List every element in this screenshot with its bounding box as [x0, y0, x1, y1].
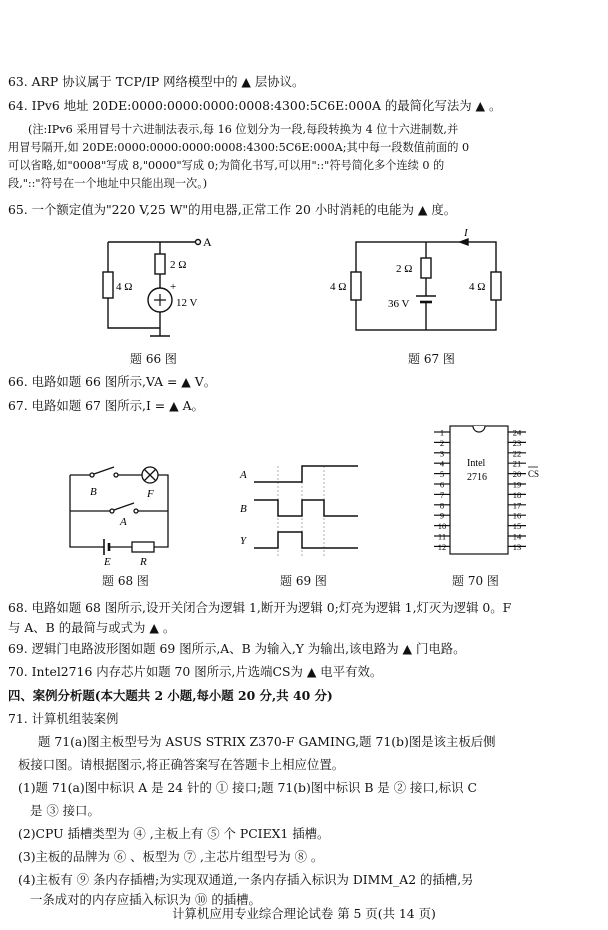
question-64: 64. IPv6 地址 20DE:0000:0000:0000:0008:4300:5C6E:000A 的最简化写法为 ▲ 。	[8, 98, 502, 113]
question-71-part2: (2)CPU 插槽类型为 ④ ,主板上有 ⑤ 个 PCIEX1 插槽。	[18, 826, 330, 841]
fig67-source-label: 36 V	[388, 298, 410, 310]
chip-pin-number: 22	[512, 448, 522, 459]
fig66-node-label: A	[203, 235, 212, 249]
chip-pin-number: 3	[439, 448, 445, 459]
question-71-intro-cont: 板接口图。请根据图示,将正确答案写在答题卡上相应位置。	[18, 757, 345, 772]
question-64-note: 用冒号隔开,如 20DE:0000:0000:0000:0008:4300:5C6E:000A;其中每一段数值前面的 0	[8, 141, 470, 154]
page-footer: 计算机应用专业综合理论试卷 第 5 页(共 14 页)	[172, 906, 436, 921]
fig69-signal-a-label: A	[240, 469, 247, 481]
chip-pin-number: 12	[437, 541, 447, 552]
question-70: 70. Intel2716 内存芯片如题 70 图所示,片选端CS为 ▲ 电平有效。	[8, 664, 383, 679]
chip-pin-number: 8	[439, 500, 445, 511]
question-67: 67. 电路如题 67 图所示,I = ▲ A。	[8, 398, 204, 413]
figure-68-caption: 题 68 图	[102, 574, 149, 588]
chip-pin-number: 20	[512, 469, 522, 480]
chip-pin-number: 17	[512, 500, 522, 511]
chip-pin-number: 1	[439, 427, 445, 438]
figure-69-waveform	[236, 458, 362, 562]
fig66-r2-label: 2 Ω	[170, 259, 187, 271]
question-63: 63. ARP 协议属于 TCP/IP 网络模型中的 ▲ 层协议。	[8, 74, 305, 89]
fig66-plus-label: +	[170, 281, 177, 293]
chip-pin-number: 10	[437, 521, 447, 532]
fig69-signal-y-label: Y	[240, 535, 247, 547]
fig68-switch-b-label: B	[90, 486, 97, 498]
fig68-lamp-label: F	[147, 488, 154, 500]
chip-pin-number: 21	[512, 458, 522, 469]
chip-pin-number: 16	[512, 510, 522, 521]
fig67-r-right-label: 4 Ω	[469, 281, 486, 293]
question-71-intro: 题 71(a)图主板型号为 ASUS STRIX Z370-F GAMING,题 71(b)图是该主板后侧	[38, 734, 496, 749]
chip-pin-number: 18	[512, 489, 522, 500]
question-71-part4: (4)主板有 ⑨ 条内存插槽;为实现双通道,一条内存插入标识为 DIMM_A2 的插槽,另	[18, 872, 474, 887]
fig67-r-left-label: 4 Ω	[330, 281, 347, 293]
fig69-signal-b-label: B	[240, 503, 247, 515]
question-65: 65. 一个额定值为"220 V,25 W"的用电器,正常工作 20 小时消耗的电能为 ▲ 度。	[8, 202, 457, 217]
chip-pin-number: 7	[439, 489, 445, 500]
chip-pin-number: 2	[439, 437, 445, 448]
question-64-note: 可以省略,如"0008"写成 8,"0000"写成 0;为简化书写,可以用"::"符号简化多个连续 0 的	[8, 159, 445, 172]
chip-pin-number: 11	[437, 531, 447, 542]
question-71-part3: (3)主板的品牌为 ⑥ 、板型为 ⑦ ,主芯片组型号为 ⑧ 。	[18, 849, 324, 864]
question-64-note: (注:IPv6 采用冒号十六进制法表示,每 16 位划分为一段,每段转换为 4 位十六进制数,并	[28, 123, 459, 136]
fig68-resistor-label: R	[140, 556, 147, 565]
section-4-heading: 四、案例分析题(本大题共 2 小题,每小题 20 分,共 40 分)	[8, 688, 333, 703]
chip-pin-number: 13	[512, 541, 522, 552]
question-66: 66. 电路如题 66 图所示,VA = ▲ V。	[8, 374, 217, 389]
chip-pin-number: 9	[439, 510, 445, 521]
chip-pin-number: 4	[439, 458, 445, 469]
fig68-switch-a-label: A	[120, 516, 127, 528]
figure-68-circuit	[58, 455, 178, 565]
chip-pin-number: 6	[439, 479, 445, 490]
fig70-chip-name: Intel	[467, 458, 486, 469]
fig68-battery-label: E	[104, 556, 111, 565]
question-71-part1-cont: 是 ③ 接口。	[30, 803, 100, 818]
chip-pin-number: 23	[512, 437, 522, 448]
question-71-part4-cont: 一条成对的内存应插入标识为 ⑩ 的插槽。	[30, 892, 261, 907]
fig66-r1-label: 4 Ω	[116, 281, 133, 293]
figure-70-chip	[420, 422, 550, 562]
chip-pin-number: 15	[512, 521, 522, 532]
figure-69-caption: 题 69 图	[280, 574, 327, 588]
fig67-r-mid-label: 2 Ω	[396, 263, 413, 275]
question-69: 69. 逻辑门电路波形图如题 69 图所示,A、B 为输入,Y 为输出,该电路为 ▲ 门电路。	[8, 641, 466, 656]
fig70-chip-model: 2716	[467, 472, 487, 483]
question-68: 68. 电路如题 68 图所示,设开关闭合为逻辑 1,断开为逻辑 0;灯亮为逻辑 1,灯灭为逻辑 0。F	[8, 600, 512, 615]
question-64-note: 段,"::"符号在一个地址中只能出现一次。)	[8, 177, 208, 190]
figure-67-circuit	[326, 228, 511, 340]
figure-66-circuit	[92, 228, 212, 340]
fig67-current-label: I	[464, 228, 468, 239]
figure-67-caption: 题 67 图	[408, 352, 455, 366]
figure-70-caption: 题 70 图	[452, 574, 499, 588]
fig66-source-label: 12 V	[176, 297, 198, 309]
question-68-cont: 与 A、B 的最简与或式为 ▲ 。	[8, 620, 176, 635]
figure-66-caption: 题 66 图	[130, 352, 177, 366]
chip-pin-number: 14	[512, 531, 522, 542]
fig70-cs-label: CS	[528, 469, 540, 479]
chip-pin-number: 24	[512, 427, 522, 438]
chip-pin-number: 5	[439, 469, 445, 480]
chip-pin-number: 19	[512, 479, 522, 490]
question-71: 71. 计算机组装案例	[8, 711, 119, 726]
question-71-part1: (1)题 71(a)图中标识 A 是 24 针的 ① 接口;题 71(b)图中标识 B 是 ② 接口,标识 C	[18, 780, 477, 795]
